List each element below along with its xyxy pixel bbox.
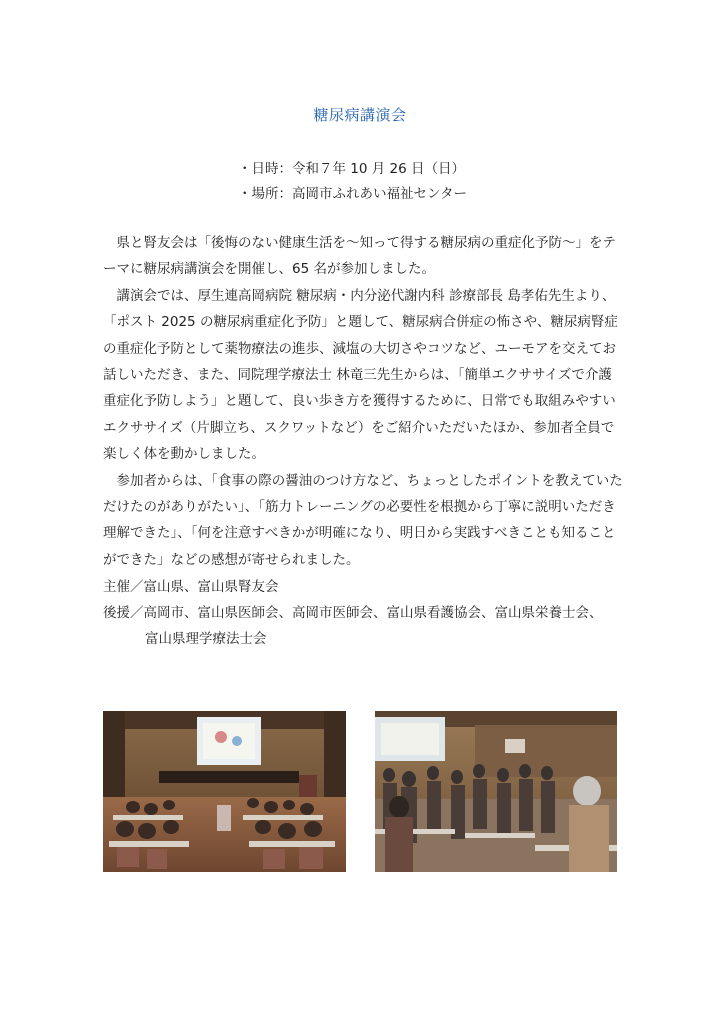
support-line-cont: 富山県理学療法士会	[145, 631, 267, 647]
event-place: ・場所：高岡市ふれあい福祉センター	[238, 186, 467, 202]
report-body	[103, 230, 623, 573]
lecture-photo	[103, 711, 346, 872]
paragraph-feedback: 参加者からは、「食事の際の醤油のつけ方など、ちょっとしたポイントを教えていただけたのがありがたい」、「筋力トレーニングの必要性を根拠から丁寧に説明いただき理解できた」、「何を注意すべきかが明確になり、明日から実践すべきことも知ることができた」などの感想が寄せられました。	[103, 472, 623, 568]
exercise-photo	[375, 711, 617, 872]
paragraph-intro: 県と腎友会は「後悔のない健康生活を〜知って得する糖尿病の重症化予防〜」をテーマに糖尿病講演会を開催し、65 名が参加しました。	[103, 235, 616, 278]
event-meta	[238, 157, 467, 207]
organizers	[103, 574, 603, 652]
event-date: ・日時：令和７年 10 月 26 日（日）	[238, 161, 466, 177]
paragraph-lecture: 講演会では、厚生連高岡病院 糖尿病・内分泌代謝内科 診療部長 島孝佑先生より、「ポスト 2025 の糖尿病重症化予防」と題して、糖尿病合併症の怖さや、糖尿病腎症の重症化予防として薬物療法の進歩、減塩の大切さやコツなど、ユーモアを交えてお話しいただき、また、同院理学療法士 林竜三先生からは、「簡単エクササイズで介護重症化予防しよう」と題して、良い歩き方を獲得するために、日常でも取組みやすいエクササイズ（片脚立ち、スクワットなど）をご紹介いただいたほか、参加者全員で楽しく体を動かしました。	[103, 287, 618, 463]
host-line: 主催／富山県、富山県腎友会	[103, 579, 279, 595]
support-line: 後援／高岡市、富山県医師会、高岡市医師会、富山県看護協会、富山県栄養士会、	[103, 605, 603, 621]
page-title: 糖尿病講演会	[313, 106, 407, 124]
